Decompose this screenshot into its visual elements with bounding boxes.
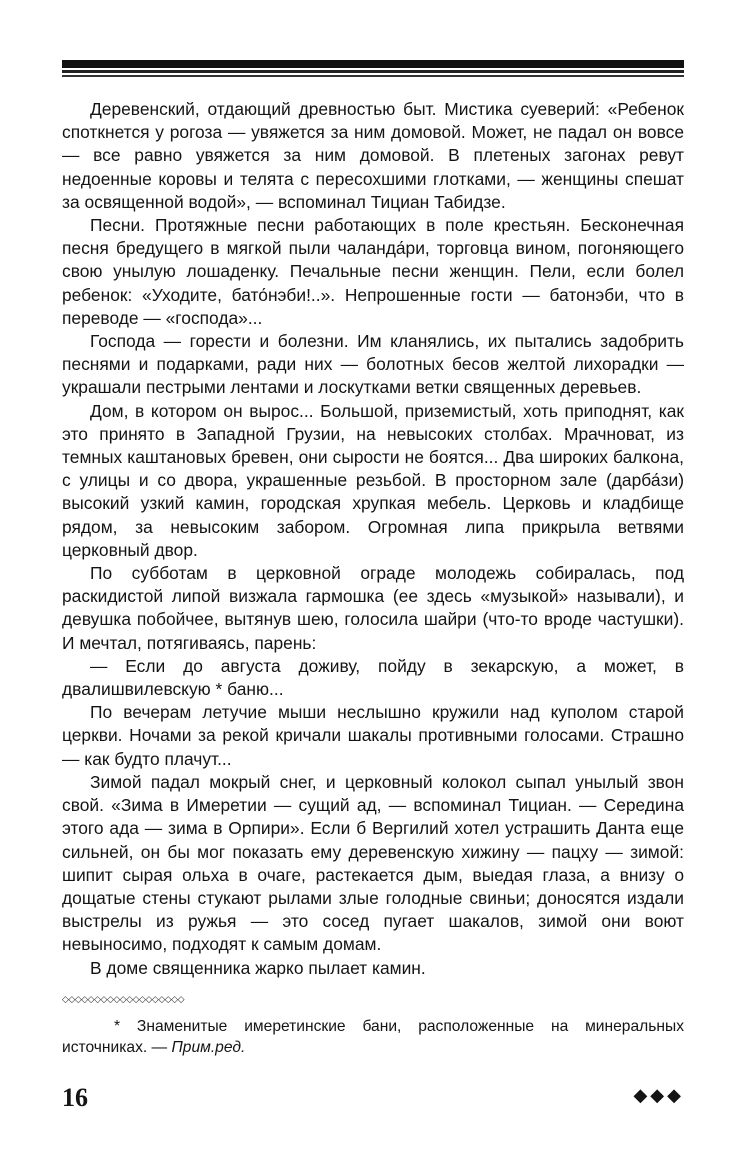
footnote-attribution: Прим.ред. bbox=[171, 1039, 246, 1056]
footnote-text: * Знаменитые имеретинские бани, расположенные на минеральных источниках. — bbox=[62, 1018, 684, 1056]
page-number: 16 bbox=[62, 1083, 88, 1112]
paragraph: Дом, в котором он вырос... Большой, приземистый, хоть приподнят, как это принято в Западной Грузии, на невысоких столбах. Мрачноват, из темных каштановых бревен, они сырости не боятся... Два широких балкона, с улицы и со двора, украшенные резьбой. В просторном зале (дарба́зи) высокий узкий камин, городская хрупкая мебель. Церковь и кладбище рядом, за невысоким забором. Огромная липа прикрыла ветвями церковный двор. bbox=[62, 400, 684, 560]
footnote-paragraph bbox=[62, 1016, 684, 1058]
footnote-separator: ◇◇◇◇◇◇◇◇◇◇◇◇◇◇◇◇◇◇◇ bbox=[62, 995, 185, 1005]
header-rule-thin bbox=[62, 75, 684, 77]
footnote bbox=[62, 1016, 684, 1058]
header-rule-mid bbox=[62, 70, 684, 73]
paragraph: — Если до августа доживу, пойду в зекарскую, а может, в двалишвилевскую * баню... bbox=[62, 655, 684, 700]
paragraph: Песни. Протяжные песни работающих в поле крестьян. Бесконечная песня бредущего в мягкой пыли чаланда́ри, торговца вином, погоняющего свою унылую лошаденку. Печальные песни женщин. Пели, если болел ребенок: «Уходите, бато́нэби!..». Непрошенные гости — батонэби, что в переводе — «господа»... bbox=[62, 215, 684, 328]
page-ornament: ◆◆◆ bbox=[633, 1085, 684, 1106]
header-rule bbox=[62, 60, 684, 80]
paragraph: Деревенский, отдающий древностью быт. Мистика суеверий: «Ребенок споткнется у рогоза — увяжется за ним домовой. Может, не падал он вовсе — все равно увяжется за ним домовой. В плетеных загонах ревут недоенные коровы и телята с пересохшими глотками, — женщины спешат за освященной водой», — вспоминал Тициан Табидзе. bbox=[62, 99, 684, 212]
paragraph: По субботам в церковной ограде молодежь собиралась, под раскидистой липой визжала гармошка (ее здесь «музыкой» называли), и девушка побойчее, вытянув шею, голосила шайри (что-то вроде частушки). И мечтал, потягиваясь, парень: bbox=[62, 563, 684, 653]
header-rule-thick bbox=[62, 60, 684, 68]
body-text bbox=[62, 98, 684, 980]
paragraph: Господа — горести и болезни. Им кланялись, их пытались задобрить песнями и подарками, ради них — болотных бесов желтой лихорадки — украшали пестрыми лентами и лоскутками ветки священных деревьев. bbox=[62, 331, 684, 398]
paragraph: По вечерам летучие мыши неслышно кружили над куполом старой церкви. Ночами за рекой кричали шакалы противными голосами. Страшно — как будто плачут... bbox=[62, 702, 684, 769]
paragraph: Зимой падал мокрый снег, и церковный колокол сыпал унылый звон свой. «Зима в Имеретии — сущий ад, — вспоминал Тициан. — Середина этого ада — зима в Орпири». Если б Вергилий хотел устрашить Данта еще сильней, он бы мог показать ему деревенскую хижину — пацху — зимой: шипит сырая ольха в очаге, растекается дым, выедая глаза, а внизу о дощатые стены стукают рылами злые голодные свиньи; доносятся издали выстрелы из ружья — это сосед пугает шакалов, зимой они воют невыносимо, подходят к самым домам. bbox=[62, 771, 684, 955]
paragraph: В доме священника жарко пылает камин. bbox=[90, 957, 426, 978]
